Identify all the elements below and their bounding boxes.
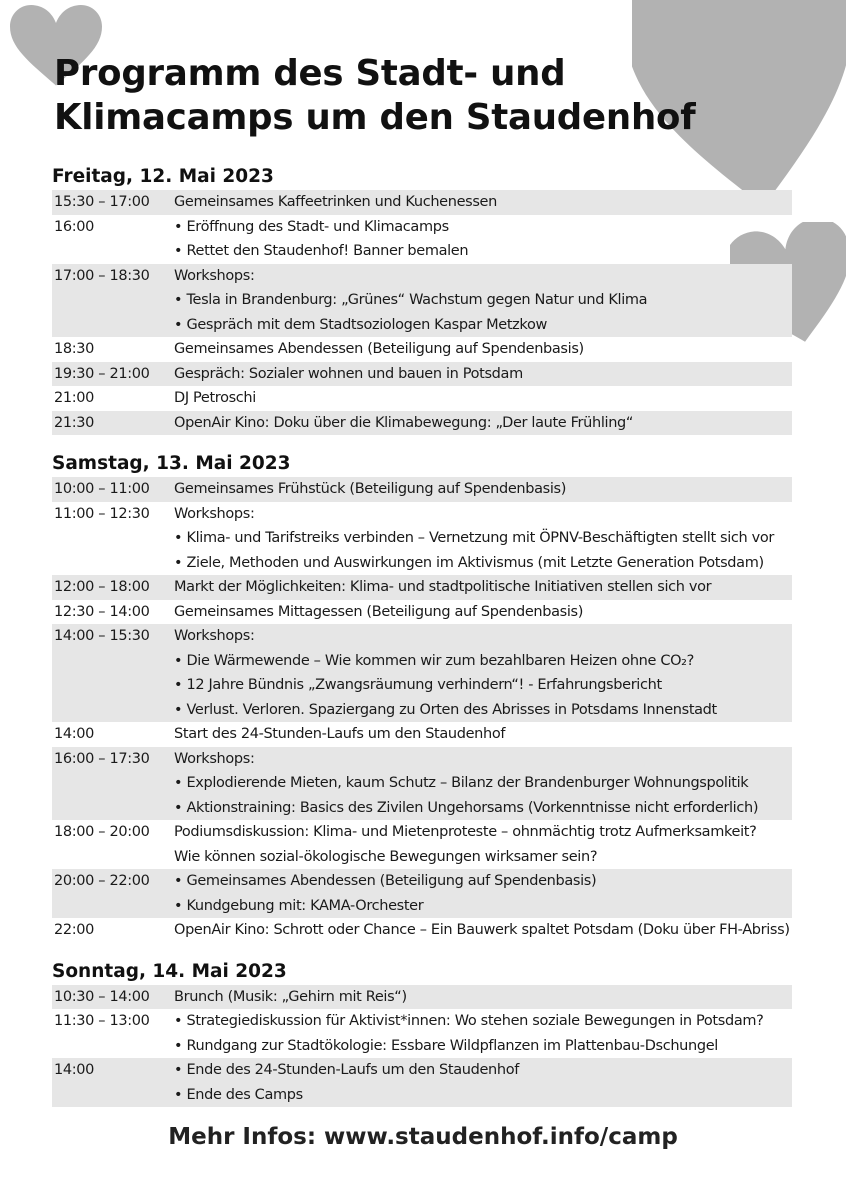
schedule-row [52,1009,792,1058]
schedule-row [52,747,792,821]
event-line: • Explodierende Mieten, kaum Schutz – Bilanz der Brandenburger Wohnungspolitik [174,775,749,791]
event-description [174,624,792,722]
event-line: • Aktionstraining: Basics des Zivilen Ungehorsams (Vorkenntnisse nicht erforderlich) [174,799,759,816]
event-description [174,215,792,264]
event-line: Gemeinsames Kaffeetrinken und Kuchenessen [174,194,497,210]
title-line-1: Programm des Stadt- und [54,53,566,94]
event-time: 14:00 [54,726,95,742]
schedule-row [52,502,792,576]
event-time: 11:30 – 13:00 [54,1013,150,1029]
event-line: Gemeinsames Abendessen (Beteiligung auf Spendenbasis) [174,341,584,357]
event-line: • Klima- und Tarifstreiks verbinden – Vernetzung mit ÖPNV-Beschäftigten stellt sich vor [174,530,775,546]
event-line: Workshops: [174,628,255,644]
event-line: OpenAir Kino: Doku über die Klimabewegung: „Der laute Frühling“ [174,414,634,431]
schedule-row [52,264,792,338]
event-time: 18:30 [54,341,95,357]
event-description [174,575,792,600]
schedule-row [52,600,792,625]
event-line: Brunch (Musik: „Gehirn mit Reis“) [174,988,407,1005]
schedule-row [52,362,792,387]
event-description [174,1009,792,1058]
schedule-row [52,985,792,1010]
schedule-row [52,215,792,264]
event-line: • Ende des Camps [174,1086,303,1103]
event-time: 14:00 – 15:30 [54,628,150,644]
event-description [174,264,792,338]
event-line: DJ Petroschi [174,390,256,406]
event-line: • Kundgebung mit: KAMA-Orchester [174,897,424,914]
event-line: Wie können sozial-ökologische Bewegungen wirksamer sein? [174,848,598,865]
schedule-row [52,575,792,600]
event-line: Workshops: [174,750,255,767]
day-heading: Samstag, 13. Mai 2023 [52,453,291,474]
event-time: 22:00 [54,922,95,938]
event-line: Gespräch: Sozialer wohnen und bauen in Potsdam [174,365,523,382]
event-description [174,386,792,411]
day-section [52,959,792,1108]
schedule-row [52,918,792,943]
day-heading: Freitag, 12. Mai 2023 [52,166,274,187]
schedule-row [52,477,792,502]
event-description [174,747,792,821]
event-description [174,985,792,1010]
title-line-2: Klimacamps um den Staudenhof [54,97,696,138]
event-line: Markt der Möglichkeiten: Klima- und stadtpolitische Initiativen stellen sich vor [174,579,712,595]
event-time: 16:00 – 17:30 [54,750,150,767]
event-time: 10:30 – 14:00 [54,988,150,1005]
day-section [52,164,792,435]
schedule-row [52,820,792,869]
schedule-row [52,1058,792,1107]
event-line: • Rundgang zur Stadtökologie: Essbare Wildpflanzen im Plattenbau-Dschungel [174,1037,718,1054]
event-time: 16:00 [54,218,95,235]
event-line: • Strategiediskussion für Aktivist*innen: Wo stehen soziale Bewegungen in Potsdam? [174,1013,764,1029]
event-time: 12:00 – 18:00 [54,579,150,595]
event-time: 21:00 [54,390,95,406]
event-time: 18:00 – 20:00 [54,824,150,840]
page-title [54,52,695,140]
event-time: 17:00 – 18:30 [54,267,150,284]
schedule-row [52,337,792,362]
event-description [174,918,792,943]
event-line: • Verlust. Verloren. Spaziergang zu Orten des Abrisses in Potsdams Innenstadt [174,701,717,718]
event-description [174,362,792,387]
event-description [174,820,792,869]
event-description [174,1058,792,1107]
schedule-row [52,411,792,436]
event-line: • Eröffnung des Stadt- und Klimacamps [174,218,449,235]
event-time: 15:30 – 17:00 [54,194,150,210]
event-line: • Gespräch mit dem Stadtsoziologen Kaspar Metzkow [174,316,547,333]
event-line: • Tesla in Brandenburg: „Grünes“ Wachstum gegen Natur und Klima [174,292,648,308]
schedule-row [52,869,792,918]
event-time: 21:30 [54,414,95,431]
event-time: 20:00 – 22:00 [54,873,150,889]
event-line: Workshops: [174,267,255,284]
event-line: • Die Wärmewende – Wie kommen wir zum bezahlbaren Heizen ohne CO₂? [174,652,694,669]
event-time: 12:30 – 14:00 [54,603,150,620]
program-schedule [52,164,792,1123]
event-line: OpenAir Kino: Schrott oder Chance – Ein Bauwerk spaltet Potsdam (Doku über FH-Abriss) [174,922,790,938]
event-line: Gemeinsames Mittagessen (Beteiligung auf Spendenbasis) [174,603,584,620]
event-description [174,411,792,436]
event-description [174,600,792,625]
event-description [174,502,792,576]
event-line: • Ziele, Methoden und Auswirkungen im Aktivismus (mit Letzte Generation Potsdam) [174,554,764,571]
event-line: Start des 24-Stunden-Laufs um den Staudenhof [174,726,506,742]
event-description [174,722,792,747]
day-section [52,451,792,943]
event-description [174,337,792,362]
event-line: Workshops: [174,505,255,522]
event-line: Podiumsdiskussion: Klima- und Mietenproteste – ohnmächtig trotz Aufmerksamkeit? [174,824,757,840]
event-line: • Rettet den Staudenhof! Banner bemalen [174,243,469,259]
day-heading: Sonntag, 14. Mai 2023 [52,960,287,982]
event-time: 11:00 – 12:30 [54,505,150,522]
event-description [174,190,792,215]
event-line: Gemeinsames Frühstück (Beteiligung auf Spendenbasis) [174,481,567,497]
schedule-row [52,386,792,411]
event-description [174,869,792,918]
schedule-row [52,624,792,722]
event-time: 19:30 – 21:00 [54,365,150,382]
event-line: • Ende des 24-Stunden-Laufs um den Staudenhof [174,1062,520,1078]
event-line: • Gemeinsames Abendessen (Beteiligung auf Spendenbasis) [174,873,597,889]
footer-more-info: Mehr Infos: www.staudenhof.info/camp [168,1124,678,1150]
event-time: 14:00 [54,1062,95,1078]
event-line: • 12 Jahre Bündnis „Zwangsräumung verhindern“! - Erfahrungsbericht [174,677,662,693]
event-time: 10:00 – 11:00 [54,481,150,497]
event-description [174,477,792,502]
schedule-row [52,722,792,747]
schedule-row [52,190,792,215]
